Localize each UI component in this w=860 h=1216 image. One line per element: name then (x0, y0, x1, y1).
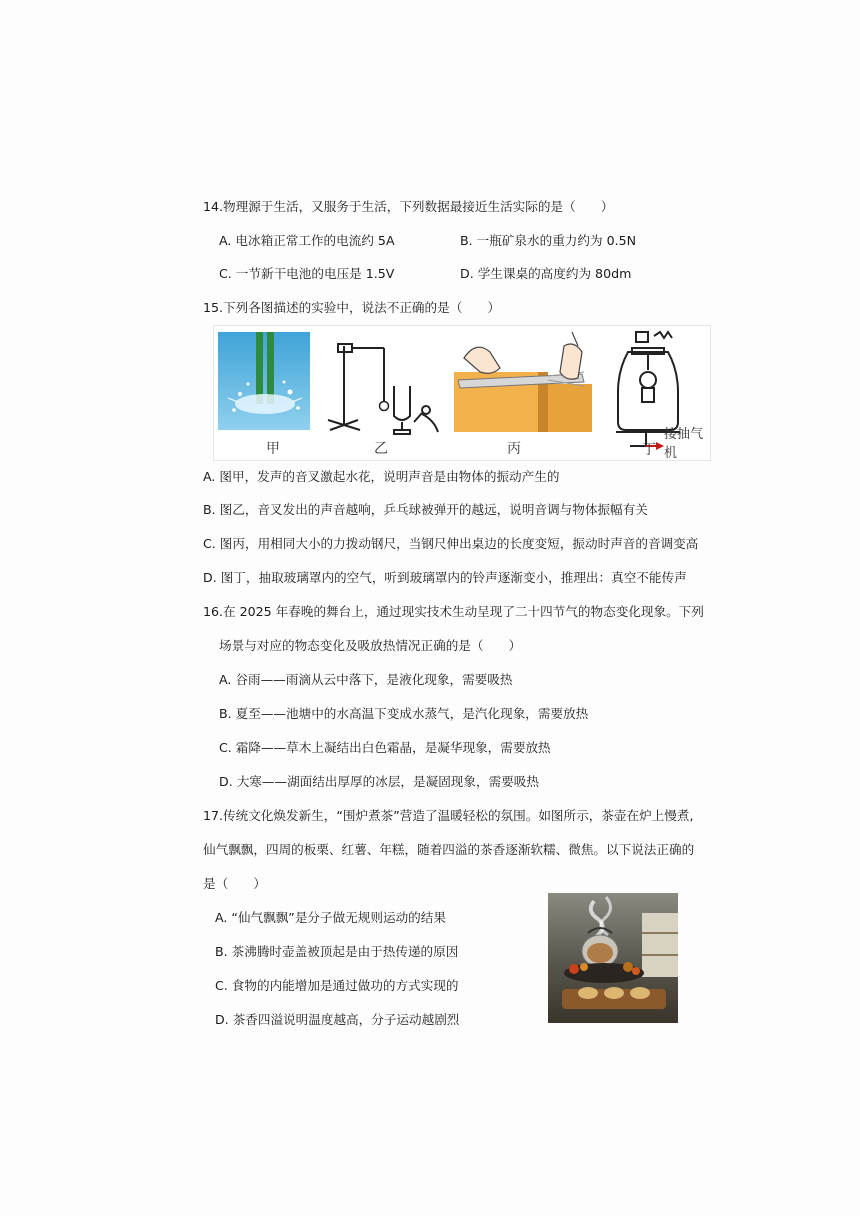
q17-option-d: D. 茶香四溢说明温度越高，分子运动越剧烈 (215, 1012, 460, 1027)
vacuum-pump-label: 接抽气机 (664, 427, 704, 461)
q17-stem-line3: 是（ ） (203, 876, 266, 891)
q17-option-b: B. 茶沸腾时壶盖被顶起是由于热传递的原因 (215, 944, 459, 959)
q17-option-c: C. 食物的内能增加是通过做功的方式实现的 (215, 978, 459, 993)
caption-ding: 丁 (642, 442, 656, 458)
q14-option-c: C. 一节新干电池的电压是 1.5V (219, 266, 395, 281)
q16-stem-line1: 16.在 2025 年春晚的舞台上，通过现实技术生动呈现了二十四节气的物态变化现象。下列 (203, 604, 704, 619)
q14-stem: 14.物理源于生活，又服务于生活，下列数据最接近生活实际的是（ ） (203, 199, 614, 214)
caption-jia: 甲 (266, 441, 280, 457)
caption-bing: 丙 (507, 441, 521, 457)
q14-option-b: B. 一瓶矿泉水的重力约为 0.5N (460, 233, 637, 248)
q15-option-a: A. 图甲，发声的音叉激起水花，说明声音是由物体的振动产生的 (203, 469, 560, 484)
q16-option-a: A. 谷雨——雨滴从云中落下，是液化现象，需要吸热 (219, 672, 513, 687)
q15-stem: 15.下列各图描述的实验中，说法不正确的是（ ） (203, 300, 501, 315)
caption-yi: 乙 (374, 441, 388, 457)
q16-option-d: D. 大寒——湖面结出厚厚的冰层，是凝固现象，需要吸热 (219, 774, 539, 789)
q15-figure-strip (213, 325, 711, 461)
tuning-fork-pingpong-image (322, 336, 440, 436)
q15-option-d: D. 图丁，抽取玻璃罩内的空气，听到玻璃罩内的铃声逐渐变小，推理出：真空不能传声 (203, 570, 687, 585)
q14-option-a: A. 电冰箱正常工作的电流约 5A (219, 233, 395, 248)
steel-ruler-table-image (454, 332, 592, 432)
q16-option-b: B. 夏至——池塘中的水高温下变成水蒸气，是汽化现象，需要放热 (219, 706, 589, 721)
tuning-fork-water-image (218, 332, 310, 430)
q17-stem-line2: 仙气飘飘，四周的板栗、红薯、年糕，随着四溢的茶香逐渐软糯、微焦。以下说法正确的 (203, 842, 695, 857)
q15-option-b: B. 图乙，音叉发出的声音越响，乒乓球被弹开的越远，说明音调与物体振幅有关 (203, 502, 648, 517)
q14-option-d: D. 学生课桌的高度约为 80dm (460, 266, 632, 281)
tea-stove-photo (548, 893, 678, 1023)
q17-option-a: A. “仙气飘飘”是分子做无规则运动的结果 (215, 910, 446, 925)
q17-stem-line1: 17.传统文化焕发新生，“围炉煮茶”营造了温暖轻松的氛围。如图所示，茶壶在炉上慢煮, (203, 808, 694, 823)
q16-option-c: C. 霜降——草木上凝结出白色霜晶，是凝华现象，需要放热 (219, 740, 551, 755)
q16-stem-line2: 场景与对应的物态变化及吸放热情况正确的是（ ） (219, 638, 522, 653)
q15-option-c: C. 图丙，用相同大小的力拨动钢尺，当钢尺伸出桌边的长度变短，振动时声音的音调变高 (203, 536, 699, 551)
